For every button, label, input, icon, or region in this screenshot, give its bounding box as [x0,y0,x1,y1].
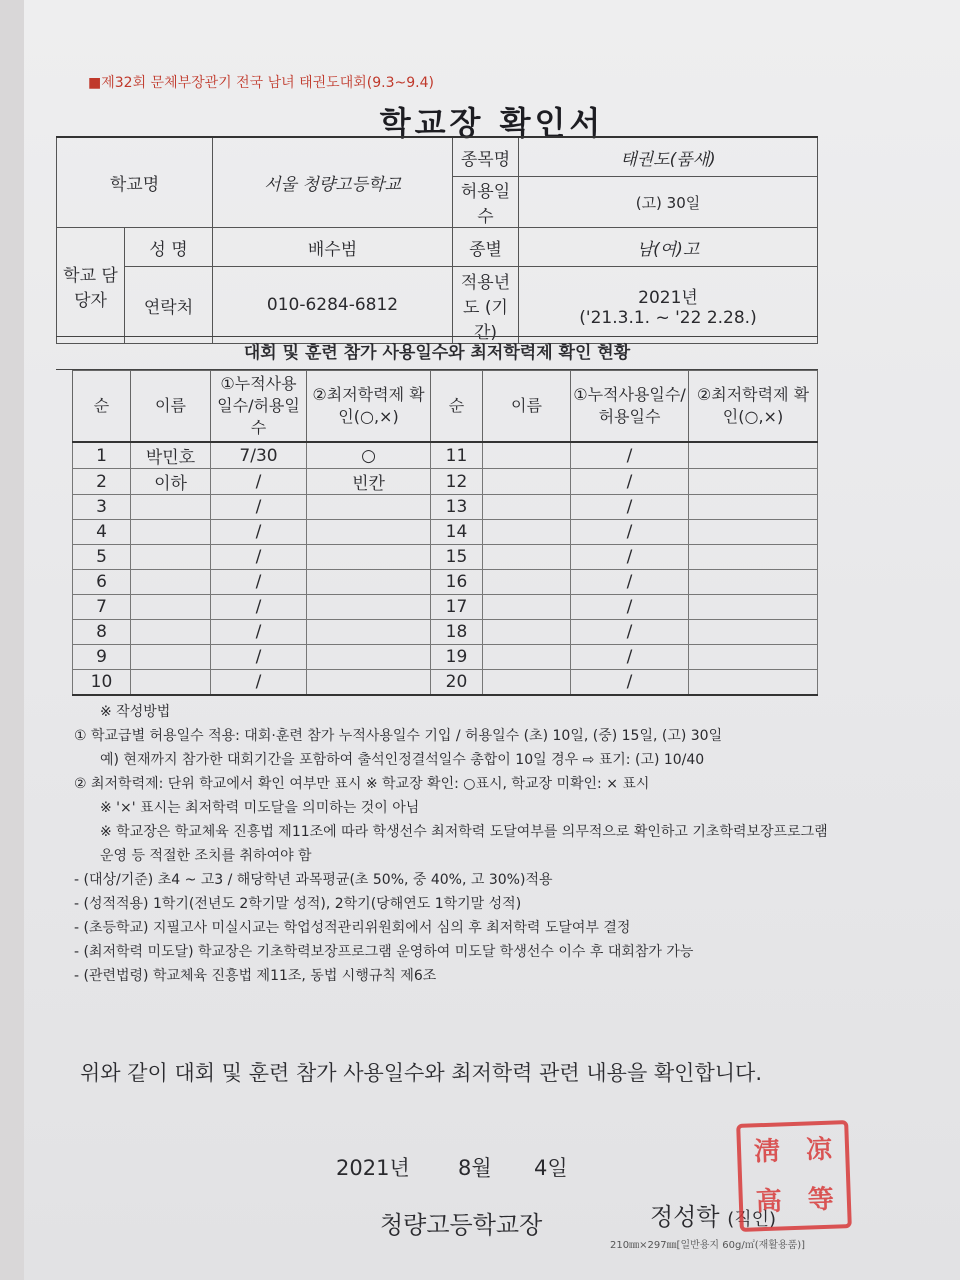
cell [483,570,571,595]
col-header: 이름 [131,371,211,443]
phone-label: 연락처 [125,267,213,344]
col-header: 이름 [483,371,571,443]
cell: / [211,595,307,620]
note-allowed-days: ① 학교급별 허용일수 적용: 대회·훈련 참가 누적사용일수 기입 / 허용일수 (초) 10일, (중) 15일, (고) 30일 [74,728,723,744]
cell: 15 [431,545,483,570]
seal-char: 淸 [753,1136,781,1168]
allowed-days-label: 허용일수 [453,177,519,228]
allowed-days-value: (고) 30일 [519,177,818,228]
cell: 7/30 [211,442,307,469]
note-elementary: - (초등학교) 지필고사 미실시교는 학업성적관리위원회에서 심의 후 최저학력 도달여부 결정 [74,920,631,936]
cell [483,620,571,645]
seal-mark: (직인) [727,1209,777,1230]
cell: 7 [73,595,131,620]
year-cell [519,267,818,344]
cell [131,545,211,570]
cell: 이하 [131,469,211,495]
cell: 17 [431,595,483,620]
cell [131,645,211,670]
cell [307,595,431,620]
cell [307,620,431,645]
seal-char: 凉 [805,1134,833,1166]
cell: / [571,595,689,620]
cell [483,670,571,696]
cell: 8 [73,620,131,645]
confirm-statement: 위와 같이 대회 및 훈련 참가 사용일수와 최저학력 관련 내용을 확인합니다. [80,1061,763,1085]
col-header: ②최저학력제 확인(○,×) [689,371,818,443]
cell [689,520,818,545]
cell: / [211,645,307,670]
cell [483,595,571,620]
note-laws: - (관련법령) 학교체육 진흥법 제11조, 동법 시행규칙 제6조 [74,968,437,984]
cell: 19 [431,645,483,670]
date-year: 2021년 [336,1156,410,1180]
cell: 박민호 [131,442,211,469]
note-min-academic: ② 최저학력제: 단위 학교에서 확인 여부만 표시 ※ 학교장 확인: ○표시, 학교장 미확인: × 표시 [74,776,650,792]
name-label: 성 명 [125,228,213,267]
cell: 11 [431,442,483,469]
cell: / [211,570,307,595]
cell [307,495,431,520]
note-example: 예) 현재까지 참가한 대회기간을 포함하여 출석인정결석일수 총합이 10일 경우 ⇨ 표기: (고) 10/40 [100,752,705,768]
table-row [73,495,818,520]
col-header: 순 [431,371,483,443]
cell [689,442,818,469]
cell [689,545,818,570]
table-row [73,469,818,495]
info-table [56,136,818,344]
category-label: 종별 [453,228,519,267]
cell [689,645,818,670]
col-header: ①누적사용일수/허용일수 [211,371,307,443]
cell [483,520,571,545]
col-header: 순 [73,371,131,443]
cell: 18 [431,620,483,645]
school-principal-title: 청량고등학교장 [380,1211,543,1239]
cell: / [571,469,689,495]
table-row [73,595,818,620]
table-body [73,442,818,695]
cell: / [571,520,689,545]
phone-value: 010-6284-6812 [213,267,453,344]
cell [131,670,211,696]
school-label: 학교명 [57,137,213,228]
contact-label: 학교 담당자 [57,228,125,344]
principal-name: 정성학 [650,1203,720,1231]
col-header: ②최저학력제 확인(○,×) [307,371,431,443]
table-row [73,442,818,469]
note-x-meaning: ※ '×' 표시는 최저학력 미도달을 의미하는 것이 아님 [100,800,420,816]
cell: / [211,469,307,495]
cell [307,670,431,696]
note-grades: - (성적적용) 1학기(전년도 2학기말 성적), 2학기(당해연도 1학기말 성적) [74,896,522,912]
period-value: ('21.3.1. ~ '22 2.28.) [579,307,757,328]
cell: / [571,620,689,645]
cell: / [571,670,689,696]
cell [131,620,211,645]
seal-char: 高 [755,1186,783,1218]
table-row [73,570,818,595]
cell [689,495,818,520]
cell [483,469,571,495]
cell [131,495,211,520]
cell: / [211,670,307,696]
cell [307,570,431,595]
instructions [74,700,834,988]
paper-spec: 210㎜×297㎜[일반용지 60g/㎡(재활용품)] [610,1240,806,1251]
participation-table [72,370,818,696]
page-title: 학교장 확인서 [379,104,605,142]
cell: / [571,570,689,595]
table-row [73,645,818,670]
cell: 14 [431,520,483,545]
cell [483,645,571,670]
cell [131,520,211,545]
cell: 20 [431,670,483,696]
cell [483,442,571,469]
table-row [73,520,818,545]
date-month: 8월 [458,1156,492,1180]
table-row [73,545,818,570]
cell: / [211,545,307,570]
cell: / [571,442,689,469]
category-value: 남(여)고 [519,228,818,267]
date-day: 4일 [534,1156,568,1180]
note-target: - (대상/기준) 초4 ~ 고3 / 해당학년 과목평균(초 50%, 중 40%, 고 30%)적용 [74,872,553,888]
name-value: 배수범 [213,228,453,267]
cell: 16 [431,570,483,595]
official-seal-stamp [736,1120,852,1232]
cell: 3 [73,495,131,520]
cell [131,595,211,620]
col-header: ①누적사용일수/허용일수 [571,371,689,443]
note-principal-duty: ※ 학교장은 학교체육 진흥법 제11조에 따라 학생선수 최저학력 도달여부를 의무적으로 확인하고 기초학력보장프로그램 운영 등 적절한 조치를 취하여야 함 [100,824,828,864]
cell: / [211,520,307,545]
cell [689,620,818,645]
cell: / [211,620,307,645]
cell: / [571,545,689,570]
cell: / [211,495,307,520]
cell [307,545,431,570]
cell [689,670,818,696]
cell: 13 [431,495,483,520]
section-title: 대회 및 훈련 참가 사용일수와 최저학력제 확인 현황 [56,336,818,370]
cell [307,520,431,545]
year-label: 적용년도 (기간) [453,267,519,344]
cell [483,545,571,570]
cell: 12 [431,469,483,495]
table-row [73,620,818,645]
cell [689,595,818,620]
cell [689,570,818,595]
cell: 빈칸 [307,469,431,495]
event-header-note: ■제32회 문체부장관기 전국 남녀 태권도대회(9.3~9.4) [88,75,434,91]
school-value: 서울 청량고등학교 [213,137,453,228]
cell: 2 [73,469,131,495]
note-not-reached: - (최저학력 미도달) 학교장은 기초학력보장프로그램 운영하여 미도달 학생선수 이수 후 대회참가 가능 [74,944,694,960]
event-value: 태권도(품새) [519,137,818,177]
cell: 1 [73,442,131,469]
cell: 4 [73,520,131,545]
cell: 9 [73,645,131,670]
cell: ○ [307,442,431,469]
notes-heading: ※ 작성방법 [100,704,171,720]
cell: 6 [73,570,131,595]
cell [131,570,211,595]
year-value: 2021년 [638,287,698,308]
cell [689,469,818,495]
table-row [73,670,818,696]
seal-char: 等 [807,1184,835,1216]
cell: 10 [73,670,131,696]
cell: 5 [73,545,131,570]
cell: / [571,645,689,670]
event-label: 종목명 [453,137,519,177]
cell [307,645,431,670]
cell: / [571,495,689,520]
cell [483,495,571,520]
